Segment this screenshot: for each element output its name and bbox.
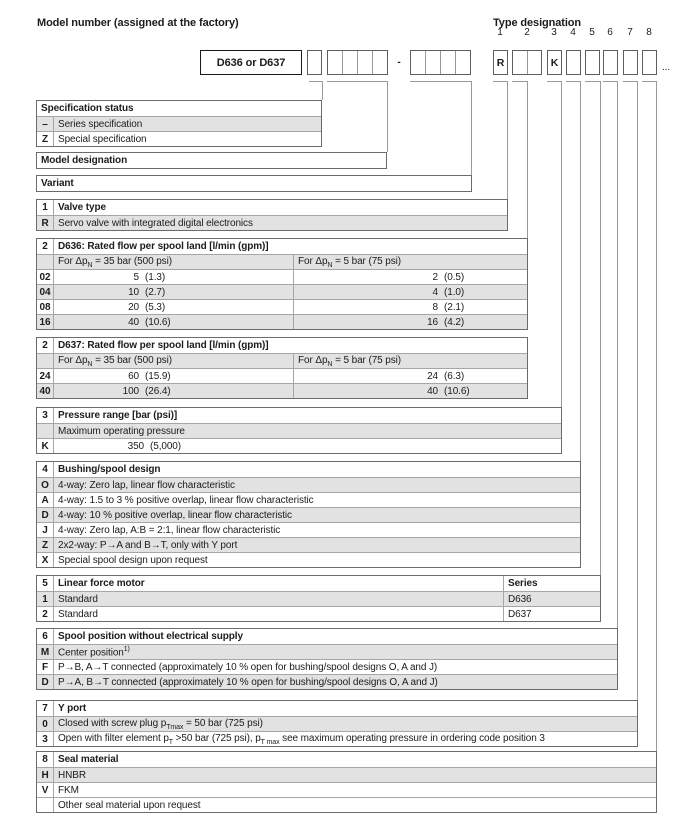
connector-line [309, 81, 323, 82]
section-title: Pressure range [bar (psi)] [58, 410, 178, 421]
table-row [37, 716, 637, 731]
flow-lmin: 4 [432, 286, 438, 298]
section-number: 7 [37, 701, 54, 716]
flow-lmin: 40 [128, 316, 139, 328]
row-code: 3 [37, 732, 54, 746]
row-text: Open with filter element $p_T >50$ bar (725 psi), $p_{T max}$ see maximum operating pressure in ordering code position 3 [58, 732, 545, 746]
section-header-row [37, 200, 507, 215]
table-row [37, 659, 617, 674]
row-code: – [37, 117, 54, 131]
variant-title: Variant [41, 178, 74, 189]
flow-gpm: (1.0) [444, 286, 465, 298]
table-row [37, 284, 527, 299]
table-row [37, 368, 527, 383]
row-text: Special specification [58, 133, 147, 145]
table-row [37, 606, 600, 621]
connector-line [387, 81, 388, 152]
type-box-8 [642, 50, 657, 75]
section-number: 1 [37, 200, 54, 215]
row-text: 4-way: Zero lap, linear flow characteristic [58, 479, 235, 491]
section-1-valve-type [36, 199, 508, 231]
column-header: Maximum operating pressure [58, 425, 185, 437]
section-number: 3 [37, 408, 54, 423]
model-number-title: Model number (assigned at the factory) [37, 17, 239, 29]
table-row [37, 215, 507, 230]
row-code: D [37, 508, 54, 522]
row-code: R [37, 216, 54, 230]
row-code: Z [37, 538, 54, 552]
variant-box [36, 175, 472, 192]
connector-line [642, 81, 657, 82]
table-row [37, 269, 527, 284]
row-code: 0 [37, 717, 54, 731]
flow-lmin: 20 [128, 301, 139, 313]
model-cells-designation [327, 50, 388, 75]
column-header: For $\Delta p_N = 5$ bar (75 psi) [298, 354, 402, 368]
table-row [37, 438, 561, 453]
connector-line [617, 81, 618, 628]
flow-lmin: 5 [133, 271, 139, 283]
model-designation-box [36, 152, 387, 169]
row-text: P→A, B→T connected (approximately 10 % open for bushing/spool designs O, A and J) [58, 676, 438, 688]
spec-status-table [36, 100, 322, 147]
section-title: Spool position without electrical supply [58, 631, 243, 642]
flow-lmin: 24 [427, 370, 438, 382]
flow-lmin: 8 [432, 301, 438, 313]
connector-line [547, 81, 562, 82]
flow-lmin: 10 [128, 286, 139, 298]
row-code: 04 [37, 285, 54, 299]
row-code: 1 [37, 592, 54, 606]
column-header: For $\Delta p_N = 35$ bar (500 psi) [58, 255, 172, 269]
section-title: Y port [58, 703, 87, 714]
type-designation-title: Type designation [493, 17, 582, 29]
section-2-d637-rated-flow [36, 337, 528, 399]
connector-line [471, 81, 472, 175]
row-code: O [37, 478, 54, 492]
type-box-2 [512, 50, 542, 75]
row-text: 2x2-way: P→A and B→T, only with Y port [58, 539, 238, 551]
section-number: 6 [37, 629, 54, 644]
row-text: Center position$^{1)}$ [58, 645, 130, 659]
row-text: Special spool design upon request [58, 554, 208, 566]
flow-gpm: (4.2) [444, 316, 465, 328]
connector-line [493, 81, 508, 82]
flow-gpm: (2.1) [444, 301, 465, 313]
position-number-8: 8 [646, 27, 652, 38]
table-row [37, 591, 600, 606]
section-number: 5 [37, 576, 54, 591]
section-3-pressure-range [36, 407, 562, 454]
connector-line [322, 81, 323, 100]
flow-gpm: (5.3) [145, 301, 166, 313]
row-code: 08 [37, 300, 54, 314]
flow-gpm: (26.4) [145, 385, 171, 397]
row-code: Z [37, 132, 54, 146]
section-header-row [37, 408, 561, 423]
table-header-row [37, 101, 321, 116]
row-code: J [37, 523, 54, 537]
row-code: M [37, 645, 54, 659]
position-number-6: 6 [607, 27, 613, 38]
table-row [37, 644, 617, 659]
row-code [37, 798, 54, 812]
flow-gpm: (6.3) [444, 370, 465, 382]
connector-line [656, 81, 657, 751]
table-row [37, 767, 656, 782]
section-title: Bushing/spool design [58, 464, 161, 475]
row-text: 4-way: Zero lap, A:B = 2:1, linear flow characteristic [58, 524, 281, 536]
section-header-row [37, 752, 656, 767]
row-text: P→B, A→T connected (approximately 10 % open for bushing/spool designs O, A and J) [58, 661, 438, 673]
connector-line [603, 81, 618, 82]
flow-gpm: (0.5) [444, 271, 465, 283]
position-number-1: 1 [497, 27, 503, 38]
row-code [37, 255, 54, 269]
row-code: 40 [37, 384, 54, 398]
section-header-row [37, 338, 527, 353]
series-column-header: Series [503, 576, 600, 591]
row-text: HNBR [58, 769, 86, 781]
row-text: Closed with screw plug $p_{Tmax} = 50$ bar (725 psi) [58, 717, 263, 731]
section-7-y-port [36, 700, 638, 747]
flow-lmin: 2 [432, 271, 438, 283]
model-number-separator: - [397, 57, 401, 68]
flow-gpm: (1.3) [145, 271, 166, 283]
table-row [37, 674, 617, 689]
row-text: Standard [58, 608, 98, 620]
table-row [37, 383, 527, 398]
flow-gpm: (10.6) [145, 316, 171, 328]
type-box-3: K [547, 50, 562, 75]
section-header-row [37, 239, 527, 254]
connector-line [580, 81, 581, 461]
flow-gpm: (2.7) [145, 286, 166, 298]
section-number: 4 [37, 462, 54, 477]
ellipsis: ... [662, 62, 671, 73]
section-title: D637: Rated flow per spool land [l/min (gpm)] [58, 340, 269, 351]
flow-gpm: (10.6) [444, 385, 470, 397]
type-box-4 [566, 50, 581, 75]
section-5-linear-force-motor [36, 575, 601, 622]
type-box-7 [623, 50, 638, 75]
connector-line [507, 81, 508, 199]
model-cell-spec-status [307, 50, 322, 75]
spec-status-title: Specification status [41, 103, 134, 114]
row-code: X [37, 553, 54, 567]
pressure-bar: 350 [127, 440, 144, 452]
row-code: 02 [37, 270, 54, 284]
series-value: D637 [503, 607, 600, 621]
row-code: A [37, 493, 54, 507]
table-row [37, 537, 580, 552]
section-title: Seal material [58, 754, 119, 765]
position-number-2: 2 [524, 27, 530, 38]
row-text: 4-way: 10 % positive overlap, linear flow characteristic [58, 509, 292, 521]
row-text: Servo valve with integrated digital electronics [58, 217, 253, 229]
column-header: For $\Delta p_N = 5$ bar (75 psi) [298, 255, 402, 269]
column-header-row [37, 353, 527, 368]
table-header-row [37, 176, 471, 191]
section-number: 8 [37, 752, 54, 767]
connector-line [327, 81, 388, 82]
type-box-1: R [493, 50, 508, 75]
table-row [37, 492, 580, 507]
section-2-d636-rated-flow [36, 238, 528, 330]
table-row [37, 477, 580, 492]
row-code: D [37, 675, 54, 689]
row-text: Other seal material upon request [58, 799, 201, 811]
section-header-row [37, 462, 580, 477]
section-title: Linear force motor [58, 578, 145, 589]
flow-lmin: 100 [122, 385, 139, 397]
column-header-row [37, 423, 561, 438]
connector-line [566, 81, 581, 82]
connector-line [637, 81, 638, 700]
row-code [37, 424, 54, 438]
table-row [37, 314, 527, 329]
table-row [37, 116, 321, 131]
row-code: F [37, 660, 54, 674]
connector-line [623, 81, 638, 82]
section-4-bushing-spool-design [36, 461, 581, 568]
flow-lmin: 60 [128, 370, 139, 382]
row-code: V [37, 783, 54, 797]
type-box-5 [585, 50, 600, 75]
row-code: H [37, 768, 54, 782]
section-title: D636: Rated flow per spool land [l/min (gpm)] [58, 241, 269, 252]
row-text: FKM [58, 784, 79, 796]
pressure-psi: (5,000) [150, 440, 181, 452]
row-text: 4-way: 1.5 to 3 % positive overlap, linear flow characteristic [58, 494, 314, 506]
flow-lmin: 40 [427, 385, 438, 397]
position-number-5: 5 [589, 27, 595, 38]
table-row [37, 299, 527, 314]
model-cells-variant [410, 50, 471, 75]
table-header-row [37, 153, 386, 168]
table-row [37, 507, 580, 522]
row-text: Standard [58, 593, 98, 605]
table-row [37, 782, 656, 797]
section-number: 2 [37, 338, 54, 353]
connector-line [410, 81, 472, 82]
position-number-7: 7 [627, 27, 633, 38]
section-header-row [37, 629, 617, 644]
row-code: 24 [37, 369, 54, 383]
connector-line [512, 81, 528, 82]
section-title: Valve type [58, 202, 106, 213]
section-header-row [37, 701, 637, 716]
row-code: 16 [37, 315, 54, 329]
model-series-box: D636 or D637 [200, 50, 302, 75]
section-6-spool-position [36, 628, 618, 690]
series-value: D636 [503, 592, 600, 606]
table-row [37, 797, 656, 812]
connector-line [561, 81, 562, 407]
type-box-6 [603, 50, 618, 75]
row-code: 2 [37, 607, 54, 621]
row-text: Series specification [58, 118, 143, 130]
row-code [37, 354, 54, 368]
section-number: 2 [37, 239, 54, 254]
section-header-row [37, 576, 600, 591]
position-number-4: 4 [570, 27, 576, 38]
connector-line [600, 81, 601, 575]
flow-gpm: (15.9) [145, 370, 171, 382]
table-row [37, 731, 637, 746]
row-code: K [37, 439, 54, 453]
connector-line [527, 81, 528, 238]
column-header-row [37, 254, 527, 269]
model-designation-title: Model designation [41, 155, 128, 166]
column-header: For $\Delta p_N = 35$ bar (500 psi) [58, 354, 172, 368]
table-row [37, 522, 580, 537]
position-number-3: 3 [551, 27, 557, 38]
connector-line [585, 81, 600, 82]
table-row [37, 552, 580, 567]
flow-lmin: 16 [427, 316, 438, 328]
section-8-seal-material [36, 751, 657, 813]
table-row [37, 131, 321, 146]
